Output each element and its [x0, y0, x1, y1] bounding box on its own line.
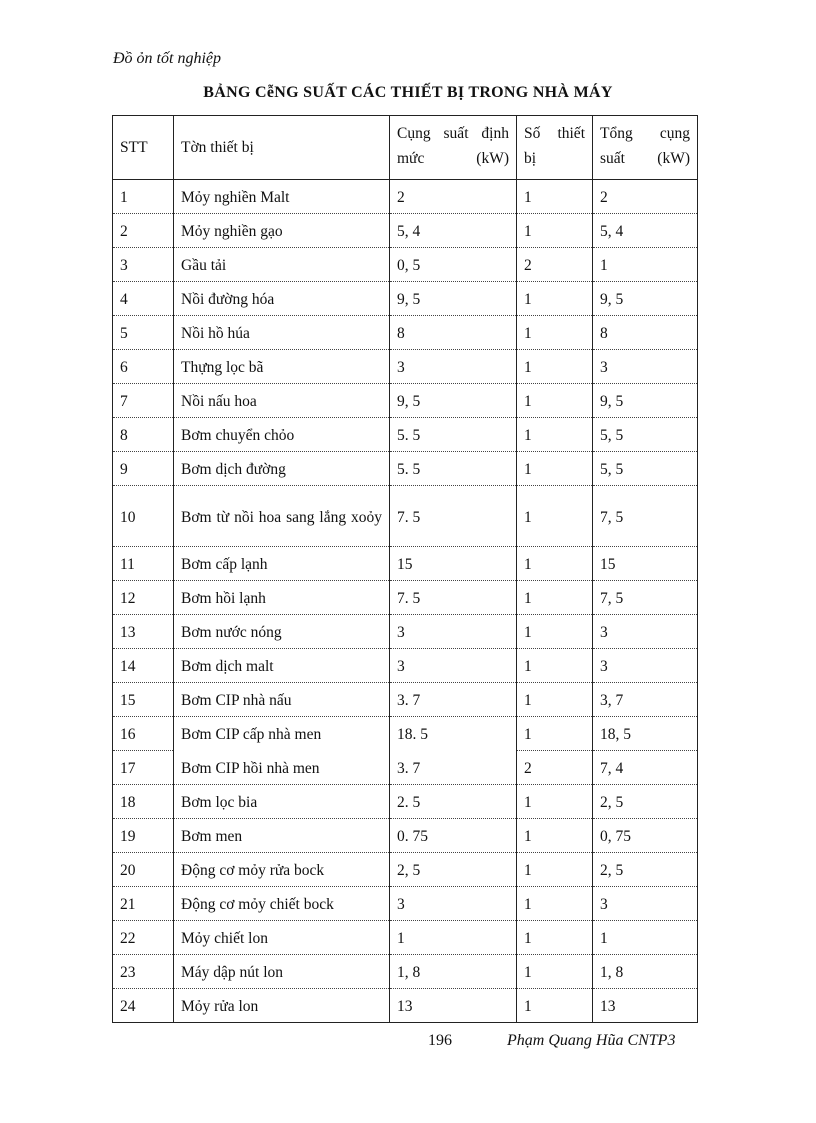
row-stt: 18	[113, 785, 174, 819]
row-total-power: 5, 5	[593, 418, 698, 452]
table-row	[113, 717, 698, 751]
header-rated-power: Cụng suất định mức (kW)	[390, 116, 517, 180]
row-stt: 12	[113, 581, 174, 615]
row-device-name: Mỏy rửa lon	[174, 989, 390, 1023]
table-row	[113, 581, 698, 615]
row-stt: 5	[113, 316, 174, 350]
row-device-count: 1	[517, 350, 593, 384]
row-device-name: Máy dập nút lon	[174, 955, 390, 989]
row-rated-power: 5, 4	[390, 214, 517, 248]
row-stt: 9	[113, 452, 174, 486]
row-device-count: 1	[517, 717, 593, 751]
row-total-power: 1, 8	[593, 955, 698, 989]
table-row	[113, 384, 698, 418]
row-total-power: 2, 5	[593, 785, 698, 819]
table-row	[113, 649, 698, 683]
table-row	[113, 282, 698, 316]
row-stt: 21	[113, 887, 174, 921]
row-device-name: Mỏy nghiền Malt	[174, 180, 390, 214]
row-total-power: 3	[593, 649, 698, 683]
row-stt: 22	[113, 921, 174, 955]
row-rated-power: 2	[390, 180, 517, 214]
row-device-count: 1	[517, 384, 593, 418]
row-device-count: 1	[517, 418, 593, 452]
table-row	[113, 214, 698, 248]
table-row	[113, 486, 698, 547]
row-stt: 6	[113, 350, 174, 384]
row-stt: 15	[113, 683, 174, 717]
document-header: Đồ ỏn tốt nghiệp	[113, 50, 221, 67]
row-stt: 14	[113, 649, 174, 683]
row-device-name: Nồi nấu hoa	[174, 384, 390, 418]
row-device-name: Mỏy nghiền gạo	[174, 214, 390, 248]
row-device-count: 1	[517, 452, 593, 486]
row-total-power: 18, 5	[593, 717, 698, 751]
row-stt: 20	[113, 853, 174, 887]
row-total-power: 5, 4	[593, 214, 698, 248]
row-stt: 10	[113, 486, 174, 547]
table-row	[113, 751, 698, 785]
row-stt: 24	[113, 989, 174, 1023]
row-total-power: 7, 4	[593, 751, 698, 785]
row-device-name: Bơm lọc bia	[174, 785, 390, 819]
row-total-power: 7, 5	[593, 486, 698, 547]
row-device-count: 1	[517, 282, 593, 316]
table-row	[113, 683, 698, 717]
row-total-power: 3	[593, 350, 698, 384]
row-rated-power: 3	[390, 887, 517, 921]
row-device-count: 1	[517, 486, 593, 547]
row-total-power: 3, 7	[593, 683, 698, 717]
row-stt: 1	[113, 180, 174, 214]
row-device-count: 1	[517, 214, 593, 248]
table-row	[113, 316, 698, 350]
row-stt: 13	[113, 615, 174, 649]
page-number: 196	[428, 1032, 452, 1049]
equipment-power-table	[112, 115, 698, 1023]
row-device-name: Mỏy chiết lon	[174, 921, 390, 955]
row-total-power: 1	[593, 248, 698, 282]
row-stt: 8	[113, 418, 174, 452]
table-row	[113, 180, 698, 214]
row-device-count: 1	[517, 887, 593, 921]
row-total-power: 2	[593, 180, 698, 214]
row-rated-power: 7. 5	[390, 581, 517, 615]
row-device-count: 2	[517, 751, 593, 785]
table-row	[113, 785, 698, 819]
row-rated-power: 8	[390, 316, 517, 350]
row-device-name: Bơm cấp lạnh	[174, 547, 390, 581]
row-stt: 19	[113, 819, 174, 853]
row-device-name: Bơm nước nóng	[174, 615, 390, 649]
row-total-power: 2, 5	[593, 853, 698, 887]
row-rated-power: 1	[390, 921, 517, 955]
row-stt: 4	[113, 282, 174, 316]
row-device-count: 1	[517, 649, 593, 683]
row-device-name: Bơm men	[174, 819, 390, 853]
table-title: BẢNG CễNG SUẤT CÁC THIẾT BỊ TRONG NHÀ MÁY	[203, 84, 613, 101]
row-stt: 7	[113, 384, 174, 418]
row-total-power: 1	[593, 921, 698, 955]
row-device-name: Bơm CIP nhà nấu	[174, 683, 390, 717]
row-rated-power: 9, 5	[390, 282, 517, 316]
row-device-name: Nồi đường hóa	[174, 282, 390, 316]
row-device-count: 1	[517, 180, 593, 214]
row-device-name: Bơm dịch đường	[174, 452, 390, 486]
row-rated-power: 1, 8	[390, 955, 517, 989]
row-total-power: 13	[593, 989, 698, 1023]
table-row	[113, 547, 698, 581]
table-row	[113, 248, 698, 282]
row-device-count: 1	[517, 547, 593, 581]
row-rated-power: 2. 5	[390, 785, 517, 819]
footer-author: Phạm Quang Hũa CNTP3	[507, 1032, 676, 1049]
row-rated-power: 5. 5	[390, 452, 517, 486]
row-total-power: 8	[593, 316, 698, 350]
row-total-power: 9, 5	[593, 282, 698, 316]
row-device-count: 1	[517, 819, 593, 853]
row-total-power: 15	[593, 547, 698, 581]
row-rated-power: 18. 5	[390, 717, 517, 751]
table-row	[113, 955, 698, 989]
row-device-name: Động cơ mỏy rửa bock	[174, 853, 390, 887]
row-stt: 3	[113, 248, 174, 282]
row-device-count: 1	[517, 683, 593, 717]
row-rated-power: 3	[390, 350, 517, 384]
row-rated-power: 7. 5	[390, 486, 517, 547]
table-row	[113, 819, 698, 853]
row-device-name: Thựng lọc bã	[174, 350, 390, 384]
table-header-row	[113, 116, 698, 180]
row-device-name: Động cơ mỏy chiết bock	[174, 887, 390, 921]
row-device-count: 1	[517, 785, 593, 819]
row-device-name: Gầu tải	[174, 248, 390, 282]
row-rated-power: 13	[390, 989, 517, 1023]
header-total-power: Tổng cụng suất (kW)	[593, 116, 698, 180]
table-row	[113, 921, 698, 955]
table-row	[113, 615, 698, 649]
row-device-name: Bơm CIP cấp nhà men	[174, 717, 390, 751]
row-stt: 16	[113, 717, 174, 751]
row-device-count: 1	[517, 316, 593, 350]
row-total-power: 3	[593, 615, 698, 649]
row-device-count: 1	[517, 615, 593, 649]
table-row	[113, 887, 698, 921]
row-rated-power: 2, 5	[390, 853, 517, 887]
row-rated-power: 9, 5	[390, 384, 517, 418]
row-device-count: 2	[517, 248, 593, 282]
table-row	[113, 418, 698, 452]
header-device-name: Tờn thiết bị	[174, 116, 390, 180]
row-device-name: Bơm chuyển chỏo	[174, 418, 390, 452]
row-device-name: Bơm dịch malt	[174, 649, 390, 683]
row-device-name: Bơm CIP hồi nhà men	[174, 751, 390, 785]
row-device-count: 1	[517, 921, 593, 955]
header-device-count: Số thiết bị	[517, 116, 593, 180]
row-device-count: 1	[517, 955, 593, 989]
row-rated-power: 3	[390, 615, 517, 649]
row-rated-power: 0. 75	[390, 819, 517, 853]
row-device-name: Bơm hồi lạnh	[174, 581, 390, 615]
row-device-name: Bơm từ nồi hoa sang lắng xoỏy	[174, 486, 390, 547]
table-row	[113, 452, 698, 486]
row-stt: 23	[113, 955, 174, 989]
row-total-power: 9, 5	[593, 384, 698, 418]
row-device-name: Nồi hồ húa	[174, 316, 390, 350]
row-rated-power: 3. 7	[390, 683, 517, 717]
row-rated-power: 3	[390, 649, 517, 683]
table-row	[113, 350, 698, 384]
row-total-power: 7, 5	[593, 581, 698, 615]
row-device-count: 1	[517, 853, 593, 887]
table-row	[113, 989, 698, 1023]
row-rated-power: 5. 5	[390, 418, 517, 452]
row-rated-power: 0, 5	[390, 248, 517, 282]
row-total-power: 5, 5	[593, 452, 698, 486]
row-stt: 17	[113, 751, 174, 785]
row-rated-power: 3. 7	[390, 751, 517, 785]
row-device-count: 1	[517, 581, 593, 615]
table-row	[113, 853, 698, 887]
row-total-power: 0, 75	[593, 819, 698, 853]
header-stt: STT	[113, 116, 174, 180]
row-device-count: 1	[517, 989, 593, 1023]
row-rated-power: 15	[390, 547, 517, 581]
row-stt: 11	[113, 547, 174, 581]
row-total-power: 3	[593, 887, 698, 921]
row-stt: 2	[113, 214, 174, 248]
